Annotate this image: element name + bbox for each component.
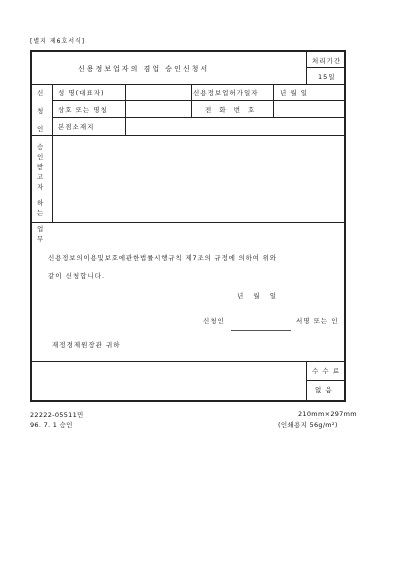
applicant-side-2: 청 <box>37 107 45 115</box>
processing-line <box>306 67 344 68</box>
signature-line <box>231 330 291 331</box>
statement-line-2: 같이 신청합니다. <box>48 272 106 280</box>
applicant-row-1 <box>52 100 344 101</box>
paper-weight: (인쇄용지 56g/m²) <box>278 421 338 429</box>
label-divider-2 <box>191 84 192 117</box>
side-column-divider <box>52 84 53 222</box>
applicant-top <box>31 84 344 85</box>
frame-bottom <box>30 400 346 402</box>
frame-left <box>30 50 32 402</box>
applicant-row-2 <box>52 117 344 118</box>
processing-label: 처리기간 <box>312 57 342 65</box>
form-code: 22222-05511민 <box>30 411 84 419</box>
frame-right <box>344 50 346 402</box>
recipient: 재정경제원장관 귀하 <box>52 341 121 349</box>
trade-name-label: 상호 또는 명칭 <box>58 106 108 114</box>
business-bottom <box>31 222 344 223</box>
registration-date-value: 년 월 일 <box>280 89 308 97</box>
statement-line-1: 신용정보의이용및보호에관한법률시행규칙 제7조의 규정에 의하여 위와 <box>48 254 277 262</box>
label-divider-4 <box>125 117 126 135</box>
address-label: 본점소재지 <box>58 123 95 131</box>
applicant-side-1: 신 <box>37 89 45 97</box>
fee-line <box>306 380 344 381</box>
paper-size: 210mm×297mm <box>298 410 357 418</box>
registration-date-label: 신용정보업허가일자 <box>193 89 259 97</box>
phone-label: 전 화 번 호 <box>205 106 258 114</box>
approval-date: 96. 7. 1 승인 <box>30 421 73 429</box>
fee-label: 수 수 료 <box>312 367 340 375</box>
business-side-label: 승 인 받 고 자 하 는 업 무 <box>37 143 45 243</box>
sign-or-seal-label: 서명 또는 인 <box>296 317 339 325</box>
applicant-sign-label: 신청인 <box>203 317 225 325</box>
name-label: 성 명(대표자) <box>58 89 105 97</box>
applicant-bottom <box>31 135 344 136</box>
form-tag: [별지 제6호서식] <box>30 38 86 45</box>
label-divider-1 <box>125 84 126 117</box>
fee-top <box>31 361 344 362</box>
statement-date: 년 월 일 <box>237 292 280 300</box>
fee-value: 없 음 <box>315 386 333 394</box>
frame-top <box>30 50 346 52</box>
form-title: 신용정보업자의 겸업 승인신청서 <box>78 65 210 73</box>
applicant-side-3: 인 <box>37 125 45 133</box>
processing-value: 15일 <box>318 73 336 81</box>
label-divider-3 <box>273 84 274 117</box>
